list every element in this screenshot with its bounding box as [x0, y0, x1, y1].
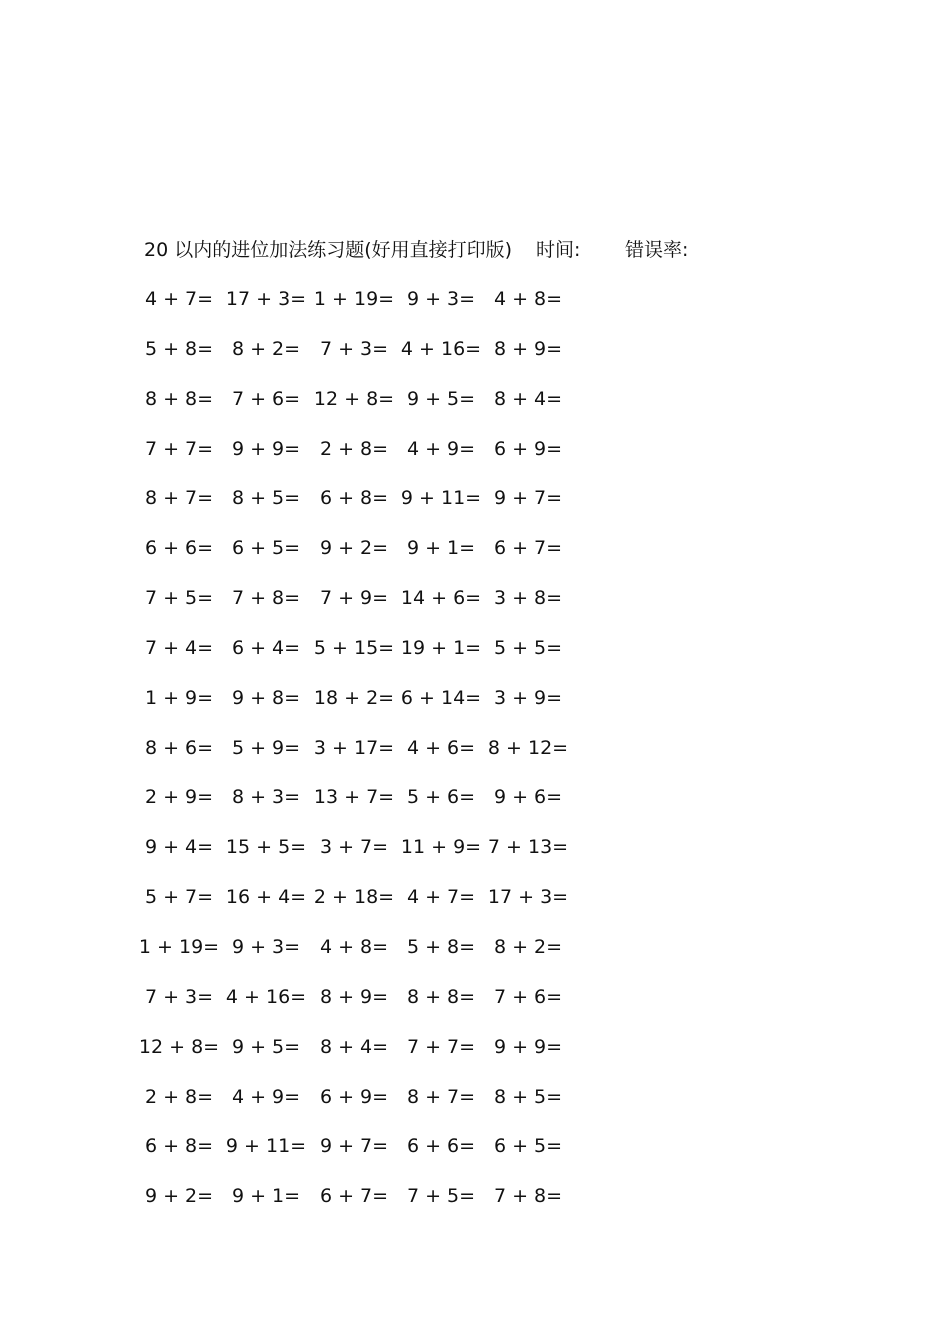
addition-problem: 8 + 2= — [231, 337, 301, 360]
addition-problem: 9 + 7= — [319, 1135, 389, 1158]
addition-problem: 3 + 17= — [313, 736, 395, 759]
addition-problem: 4 + 6= — [406, 736, 476, 759]
problem-row — [140, 1181, 600, 1231]
addition-problem: 8 + 8= — [144, 387, 214, 410]
problem-row — [140, 334, 600, 384]
addition-problem: 6 + 6= — [144, 537, 214, 560]
error-rate-label: 错误率: — [625, 239, 689, 261]
problem-row — [140, 284, 600, 334]
addition-problem: 6 + 5= — [231, 537, 301, 560]
addition-problem: 9 + 11= — [400, 487, 482, 510]
addition-problem: 17 + 3= — [225, 288, 307, 310]
problem-row — [140, 533, 600, 583]
addition-problem: 7 + 3= — [144, 985, 214, 1008]
addition-problem: 1 + 19= — [313, 288, 395, 310]
problem-row — [140, 932, 600, 982]
addition-problem: 9 + 1= — [231, 1185, 301, 1208]
addition-problem: 18 + 2= — [313, 686, 395, 709]
addition-problem: 7 + 8= — [493, 1185, 563, 1208]
addition-problem: 4 + 9= — [231, 1085, 301, 1108]
addition-problem: 2 + 9= — [144, 786, 214, 809]
addition-problem: 2 + 18= — [313, 886, 395, 909]
addition-problem: 6 + 5= — [493, 1135, 563, 1158]
addition-problem: 7 + 9= — [319, 587, 389, 610]
addition-problem: 8 + 4= — [319, 1035, 389, 1058]
problem-row — [140, 782, 600, 832]
problem-row — [140, 384, 600, 434]
addition-problem: 11 + 9= — [400, 836, 482, 859]
addition-problem: 9 + 9= — [231, 437, 301, 460]
addition-problem: 3 + 9= — [493, 686, 563, 709]
addition-problem: 8 + 7= — [406, 1085, 476, 1108]
addition-problem: 8 + 3= — [231, 786, 301, 809]
addition-problem: 9 + 9= — [493, 1035, 563, 1058]
addition-problem: 1 + 9= — [144, 686, 214, 709]
addition-problem: 9 + 3= — [231, 935, 301, 958]
problem-grid — [140, 284, 600, 1231]
addition-problem: 6 + 9= — [319, 1085, 389, 1108]
addition-problem: 13 + 7= — [313, 786, 395, 809]
addition-problem: 9 + 5= — [406, 387, 476, 410]
addition-problem: 4 + 16= — [225, 985, 307, 1008]
addition-problem: 9 + 7= — [493, 487, 563, 510]
addition-problem: 7 + 4= — [144, 636, 214, 659]
addition-problem: 14 + 6= — [400, 587, 482, 610]
addition-problem: 7 + 8= — [231, 587, 301, 610]
addition-problem: 8 + 4= — [493, 387, 563, 410]
addition-problem: 6 + 7= — [493, 537, 563, 560]
time-label: 时间: — [536, 239, 581, 261]
addition-problem: 7 + 7= — [406, 1035, 476, 1058]
addition-problem: 7 + 5= — [144, 587, 214, 610]
problem-row — [140, 683, 600, 733]
problem-row — [140, 733, 600, 783]
addition-problem: 6 + 6= — [406, 1135, 476, 1158]
addition-problem: 4 + 7= — [406, 886, 476, 909]
worksheet-title: 20 以内的进位加法练习题(好用直接打印版) — [144, 239, 513, 261]
addition-problem: 5 + 8= — [144, 337, 214, 360]
addition-problem: 15 + 5= — [225, 836, 307, 859]
addition-problem: 6 + 8= — [319, 487, 389, 510]
addition-problem: 9 + 11= — [225, 1135, 307, 1158]
addition-problem: 4 + 9= — [406, 437, 476, 460]
addition-problem: 6 + 14= — [400, 686, 482, 709]
addition-problem: 17 + 3= — [487, 886, 569, 909]
addition-problem: 9 + 1= — [406, 537, 476, 560]
addition-problem: 5 + 5= — [493, 636, 563, 659]
problem-row — [140, 633, 600, 683]
addition-problem: 7 + 6= — [231, 387, 301, 410]
addition-problem: 8 + 5= — [493, 1085, 563, 1108]
addition-problem: 6 + 9= — [493, 437, 563, 460]
addition-problem: 9 + 8= — [231, 686, 301, 709]
addition-problem: 5 + 7= — [144, 886, 214, 909]
addition-problem: 4 + 16= — [400, 337, 482, 360]
addition-problem: 2 + 8= — [144, 1085, 214, 1108]
addition-problem: 6 + 4= — [231, 636, 301, 659]
addition-problem: 4 + 7= — [144, 288, 214, 310]
addition-problem: 3 + 8= — [493, 587, 563, 610]
addition-problem: 9 + 2= — [144, 1185, 214, 1208]
addition-problem: 9 + 6= — [493, 786, 563, 809]
addition-problem: 12 + 8= — [138, 1035, 220, 1058]
problem-row — [140, 882, 600, 932]
addition-problem: 9 + 3= — [406, 288, 476, 310]
problem-row — [140, 832, 600, 882]
addition-problem: 9 + 5= — [231, 1035, 301, 1058]
addition-problem: 2 + 8= — [319, 437, 389, 460]
addition-problem: 7 + 7= — [144, 437, 214, 460]
addition-problem: 19 + 1= — [400, 636, 482, 659]
addition-problem: 12 + 8= — [313, 387, 395, 410]
addition-problem: 9 + 4= — [144, 836, 214, 859]
addition-problem: 6 + 8= — [144, 1135, 214, 1158]
addition-problem: 5 + 15= — [313, 636, 395, 659]
problem-row — [140, 1131, 600, 1181]
problem-row — [140, 1032, 600, 1082]
addition-problem: 7 + 3= — [319, 337, 389, 360]
addition-problem: 8 + 2= — [493, 935, 563, 958]
addition-problem: 5 + 8= — [406, 935, 476, 958]
addition-problem: 9 + 2= — [319, 537, 389, 560]
addition-problem: 8 + 7= — [144, 487, 214, 510]
problem-row — [140, 483, 600, 533]
problem-row — [140, 434, 600, 484]
addition-problem: 8 + 6= — [144, 736, 214, 759]
addition-problem: 16 + 4= — [225, 886, 307, 909]
addition-problem: 4 + 8= — [493, 288, 563, 310]
addition-problem: 8 + 5= — [231, 487, 301, 510]
addition-problem: 7 + 5= — [406, 1185, 476, 1208]
addition-problem: 7 + 6= — [493, 985, 563, 1008]
addition-problem: 8 + 12= — [487, 736, 569, 759]
problem-row — [140, 982, 600, 1032]
problem-row — [140, 1082, 600, 1132]
addition-problem: 4 + 8= — [319, 935, 389, 958]
addition-problem: 3 + 7= — [319, 836, 389, 859]
worksheet-header — [144, 236, 764, 264]
addition-problem: 5 + 6= — [406, 786, 476, 809]
addition-problem: 7 + 13= — [487, 836, 569, 859]
addition-problem: 1 + 19= — [138, 935, 220, 958]
addition-problem: 5 + 9= — [231, 736, 301, 759]
addition-problem: 8 + 9= — [493, 337, 563, 360]
addition-problem: 6 + 7= — [319, 1185, 389, 1208]
addition-problem: 8 + 9= — [319, 985, 389, 1008]
addition-problem: 8 + 8= — [406, 985, 476, 1008]
problem-row — [140, 583, 600, 633]
